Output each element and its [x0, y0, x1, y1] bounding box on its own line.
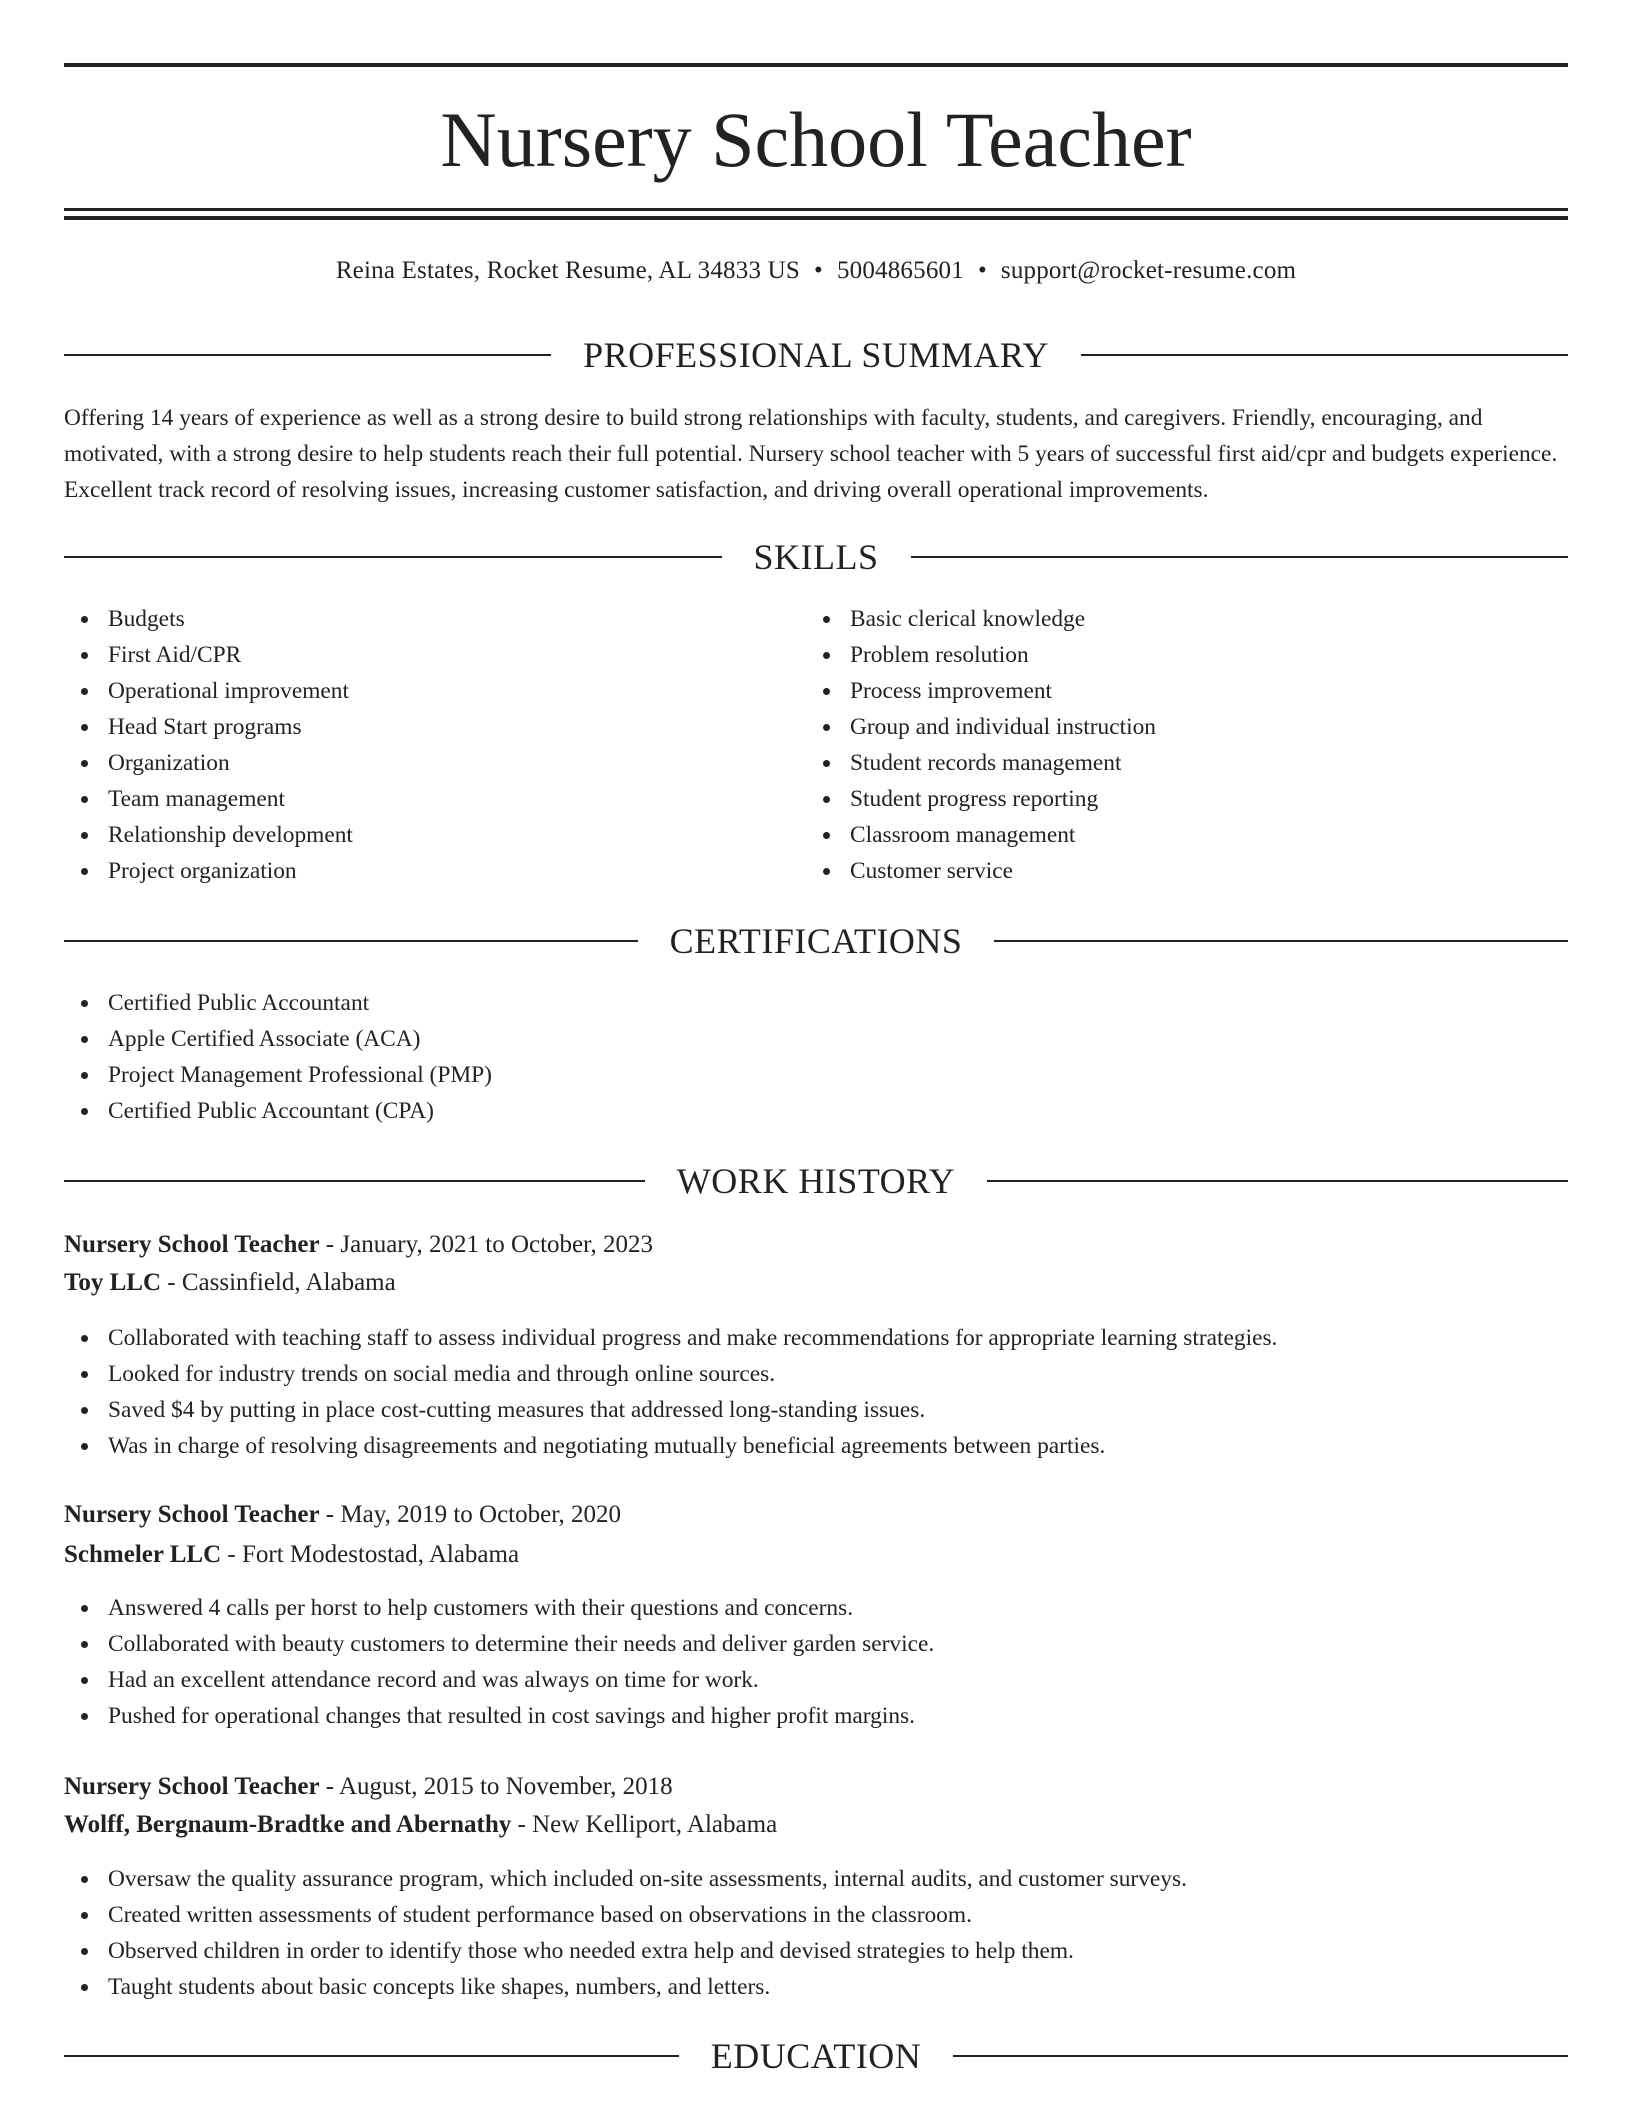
heading-rule [64, 1180, 645, 1182]
header-rule-upper [64, 208, 1568, 211]
job-bullets [64, 1320, 1277, 1464]
job-title: Nursery School Teacher [64, 1231, 320, 1258]
job-bullet: Oversaw the quality assurance program, which included on-site assessments, internal audits, and customer surveys. [64, 1861, 1187, 1897]
skill-item: Customer service [806, 853, 1156, 889]
section-title: PROFESSIONAL SUMMARY [583, 335, 1049, 375]
job-title: Nursery School Teacher [64, 1501, 320, 1528]
skill-item: Organization [64, 745, 353, 781]
job-title-line [64, 1769, 673, 1805]
job-bullet: Looked for industry trends on social media and through online sources. [64, 1356, 1277, 1392]
section-heading-certifications [64, 919, 1568, 963]
certification-item: Certified Public Accountant [64, 985, 492, 1021]
heading-rule [911, 556, 1569, 558]
section-title: SKILLS [753, 537, 879, 577]
job-title: Nursery School Teacher [64, 1773, 320, 1800]
section-heading-education [64, 2034, 1568, 2078]
job-dates: - May, 2019 to October, 2020 [319, 1501, 622, 1528]
skill-item: Relationship development [64, 817, 353, 853]
certification-item: Certified Public Accountant (CPA) [64, 1093, 492, 1129]
certifications-list [64, 985, 492, 1129]
job-bullet: Taught students about basic concepts like shapes, numbers, and letters. [64, 1969, 1187, 2005]
skill-item: Problem resolution [806, 637, 1156, 673]
header-top-rule [64, 63, 1568, 67]
job-bullet: Saved $4 by putting in place cost-cutting measures that addressed long-standing issues. [64, 1392, 1277, 1428]
summary-text: Offering 14 years of experience as well as a strong desire to build strong relationships with faculty, students, and caregivers. Friendly, encouraging, and motivated, with a strong desire to help students reach their full potential. Nursery school teacher with 5 years of successful first aid/cpr and budgets experience. Excellent track record of resolving issues, increasing customer satisfaction, and driving overall operational improvements. [64, 405, 1558, 503]
job-bullet: Was in charge of resolving disagreements and negotiating mutually beneficial agreements between parties. [64, 1428, 1277, 1464]
heading-rule [987, 1180, 1568, 1182]
skill-item: Process improvement [806, 673, 1156, 709]
heading-rule [64, 556, 722, 558]
skill-item: Operational improvement [64, 673, 353, 709]
skill-item: First Aid/CPR [64, 637, 353, 673]
contact-separator: • [813, 257, 823, 284]
heading-rule [953, 2055, 1568, 2057]
skill-item: Student progress reporting [806, 781, 1156, 817]
job-company: Wolff, Bergnaum-Bradtke and Abernathy [64, 1811, 512, 1838]
heading-rule [64, 2055, 679, 2057]
skills-list-left [64, 601, 353, 889]
contact-address: Reina Estates, Rocket Resume, AL 34833 US [335, 257, 800, 284]
job-title-line [64, 1497, 621, 1533]
heading-rule [994, 940, 1568, 942]
contact-line [64, 254, 1568, 288]
contact-phone: 5004865601 [836, 257, 964, 284]
skills-list-right [806, 601, 1156, 889]
skill-item: Team management [64, 781, 353, 817]
certification-item: Apple Certified Associate (ACA) [64, 1021, 492, 1057]
skill-item: Head Start programs [64, 709, 353, 745]
job-company: Toy LLC [64, 1269, 162, 1296]
job-bullets [64, 1861, 1187, 2005]
skill-item: Project organization [64, 853, 353, 889]
resume-title: Nursery School Teacher [440, 96, 1192, 183]
section-title: CERTIFICATIONS [669, 921, 963, 961]
job-bullet: Had an excellent attendance record and was always on time for work. [64, 1662, 934, 1698]
skill-item: Student records management [806, 745, 1156, 781]
heading-rule [64, 940, 638, 942]
contact-separator: • [977, 257, 987, 284]
job-bullet: Pushed for operational changes that resulted in cost savings and higher profit margins. [64, 1698, 934, 1734]
job-title-line [64, 1227, 653, 1263]
section-title: EDUCATION [710, 2036, 922, 2076]
skill-item: Group and individual instruction [806, 709, 1156, 745]
contact-email[interactable]: support@rocket-resume.com [1000, 257, 1297, 284]
job-dates: - January, 2021 to October, 2023 [319, 1231, 653, 1258]
job-location: - New Kelliport, Alabama [511, 1811, 778, 1838]
section-title: WORK HISTORY [676, 1161, 956, 1201]
job-bullet: Observed children in order to identify those who needed extra help and devised strategies to help them. [64, 1933, 1187, 1969]
job-bullet: Collaborated with beauty customers to determine their needs and deliver garden service. [64, 1626, 934, 1662]
job-location: - Fort Modestostad, Alabama [221, 1541, 520, 1568]
job-company-line [64, 1807, 777, 1843]
job-bullets [64, 1590, 934, 1734]
job-company-line [64, 1537, 519, 1573]
heading-rule [1081, 354, 1568, 356]
job-location: - Cassinfield, Alabama [161, 1269, 396, 1296]
certification-item: Project Management Professional (PMP) [64, 1057, 492, 1093]
job-bullet: Created written assessments of student performance based on observations in the classroom. [64, 1897, 1187, 1933]
job-bullet: Answered 4 calls per horst to help customers with their questions and concerns. [64, 1590, 934, 1626]
section-heading-skills [64, 535, 1568, 579]
job-bullet: Collaborated with teaching staff to assess individual progress and make recommendations for appropriate learning strategies. [64, 1320, 1277, 1356]
header-rule-lower [64, 216, 1568, 220]
heading-rule [64, 354, 551, 356]
section-heading-work-history [64, 1159, 1568, 1203]
job-company: Schmeler LLC [64, 1541, 222, 1568]
skill-item: Basic clerical knowledge [806, 601, 1156, 637]
skill-item: Budgets [64, 601, 353, 637]
job-dates: - August, 2015 to November, 2018 [319, 1773, 673, 1800]
job-company-line [64, 1265, 396, 1301]
section-heading-summary [64, 333, 1568, 377]
skill-item: Classroom management [806, 817, 1156, 853]
